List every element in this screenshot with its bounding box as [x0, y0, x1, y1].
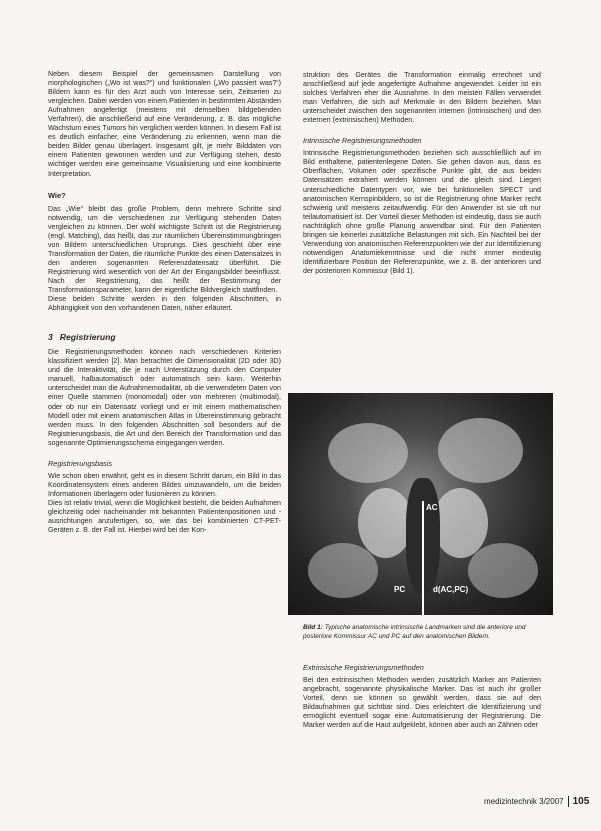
paragraph-steps: Diese beiden Schritte werden in den folgenden Abschnitten, in Abhängigkeit von den vorhandenen Daten, näher erläutert.	[48, 295, 281, 313]
paragraph-continuation: struktion des Gerätes die Transformation einmalig errechnet und anschließend auf jede angefertigte Aufnahme angewendet. Leider ist ein solches Verfahren eher die Ausnahme. In den meisten Fällen verwendet man Verfahren, die sich auf Merkmale in den Bildern beziehen. Man unterscheidet zwischen den sogenannten internen (intrinsischen) und den externen (extrinsischen) Methoden.	[303, 71, 541, 125]
label-pc: PC	[394, 585, 406, 594]
label-distance: d(AC,PC)	[433, 585, 469, 594]
paragraph-registrierung: Die Registrierungsmethoden können nach verschiedenen Kriterien klassifiziert werden [2]. Man betrachtet die Dimensionalität (2D oder 3D) und die Interaktivität, die je nach Unterstützung durch den Computer manuell, halbautomatisch oder automatisch sein kann. Weiterhin unterscheidet man die Aufnahmemodalität, ob die verwendeten Daten von einer Quelle stammen (monomodal) oder von mehreren (multimodal), oder ob nur ein Datensatz vorliegt und er mit einem mathematischen Modell oder mit einem anatomischen Atlas in Übereinstimmung gebracht werden muss. In den folgenden Abschnitten soll besonders auf die Registrierungsbasis, die Art und den Bereich der Transformation und das sogenannte Optimierungsschema eingegangen werden.	[48, 348, 281, 447]
right-bottom-column	[303, 663, 541, 730]
heading-wie: Wie?	[48, 190, 66, 200]
right-column	[303, 71, 541, 276]
section-title: Registrierung	[59, 332, 116, 343]
figure-caption	[303, 624, 543, 641]
section-number: 3	[48, 332, 53, 343]
brain-scan-figure	[288, 393, 553, 615]
paragraph-intrinsic: Intrinsische Registrierungsmethoden beziehen sich ausschließlich auf im Bild enthaltene, patientenlegene Daten. Sie gehen davon aus, dass es Oberflächen, Volumen oder spezifische Punkte gibt, die aus beiden Datensätzen extrahiert werden können und die gleich sind. Liegen unterschiedliche Datentypen vor, wie bei funktionellen SPECT und anatomischen Kernspinbildern, so ist die Registrierung ohne Marker recht schwierig und meistens zeitaufwendig. Für den Anwender ist sie oft nur teilautomatisiert ist. Der Vorteil dieser Methoden ist eindeutig, dass sie auch nachträglich ohne große Planung anwendbar sind. Für den Patienten bringen sie keinerlei zusätzliche Belastungen mit sich. Ein Nachteil bei der Verwendung von anatomischen Referenzpunkten wie der zur Identifizierung notwendigen Anatomiekenntnisse und die nicht immer eindeutig identifizierbare Position der Referenzpunkte, wie z. B. der anterioren und der posterioren Kommissur (Bild 1).	[303, 149, 541, 275]
page-number: 105	[572, 796, 590, 807]
paragraph-intro: Neben diesem Beispiel der gemeinsamen Darstellung von morphologischen („Wo ist was?“) und funktionalen („Wo passiert was?“) Bildern kann es für den Arzt auch von Interesse sein, Zeitserien zu vergleichen. Dabei werden von einem Patienten in bestimmten Abständen Aufnahmen angefertigt (meistens mit demselben bildgebenden Verfahren), die anschließend auf eine Veränderung, z. B. das mögliche Wachstum eines Tumors hin verglichen werden können. In diesem Fall ist es deutlich einfacher, eine Veränderung zu erkennen, wenn man die beiden Bilder genau überlagert. Insgesamt gilt, je mehr Bilddaten von einem Patienten gewonnen werden und zur Verfügung stehen, desto wichtiger werden eine gemeinsame Visualisierung und eine kombinierte Interpretation.	[48, 70, 281, 178]
page-footer	[484, 796, 589, 807]
section-heading-registrierung	[48, 333, 281, 342]
paragraph-wie: Das „Wie“ bleibt das große Problem, denn mehrere Schritte sind notwendig, um die verschiedenen zur Verfügung stehenden Daten vergleichen zu können. Der wohl wichtigste Schritt ist die Registrierung (engl. Matching), das heißt, das zur räumlichen Übereinstimmungbringen von Bildern unterschiedlichen Ursprungs. Dies geschieht über eine Transformation der Daten, die räumliche Punkte des einen Datensatzes in den anderen sogenannten Referenzdatensatz überführt. Die Registrierung wird wesentlich von der Art der Eingangsbilder beeinflusst. Nach der Registrierung, das heißt der Bestimmung der Transformationsparameter, kann der eigentliche Bildvergleich stattfinden.	[48, 204, 281, 295]
label-ac: AC	[426, 503, 438, 512]
paragraph-extrinsic: Bei den extrinsischen Methoden werden zusätzlich Marker am Patienten angebracht, sogenannte physikalische Marker. Das ist auch ihr großer Vorteil, denn sie können so gewählt werden, dass sie auf den Bildaufnahmen gut sichtbar sind. Dies erleichtert die Identifizierung und ermöglicht eventuell sogar eine Automatisierung der Registrierung. Die Marker werden auf die Haut aufgeklebt, können aber auch an Zähnen oder	[303, 676, 541, 730]
left-column	[48, 70, 281, 535]
heading-extrinsic: Extrinsische Registrierungsmethoden	[303, 663, 424, 672]
heading-intrinsic: Intrinsische Registrierungsmethoden	[303, 136, 422, 146]
ac-pc-line	[422, 501, 424, 615]
footer-divider	[568, 796, 569, 807]
journal-name: medizintechnik 3/2007	[484, 797, 564, 806]
caption-text: Typische anatomische intrinsische Landmarken sind die anteriore und posteriore Kommissur AC und PC auf den anatomischen Bildern.	[303, 624, 526, 640]
paragraph-basis-2: Dies ist relativ trivial, wenn die Möglichkeit besteht, die beiden Aufnahmen gleichzeitig oder nacheinander mit bekannten Patientenpositionen und -ausrichtungen anzufertigen, so, wie das bei kombinierten CT-PET-Geräten z. B. der Fall ist. Hierbei wird bei der Kon-	[48, 498, 281, 535]
caption-prefix: Bild 1:	[303, 624, 323, 631]
heading-registrierungsbasis: Registrierungsbasis	[48, 458, 113, 468]
paragraph-basis-1: Wie schon oben erwähnt, geht es in diesem Schritt darum, ein Bild in das Koordinatensystem eines anderen Bildes umzuwandeln, um die beiden Informationen überlagern oder fusionieren zu können.	[48, 471, 281, 498]
